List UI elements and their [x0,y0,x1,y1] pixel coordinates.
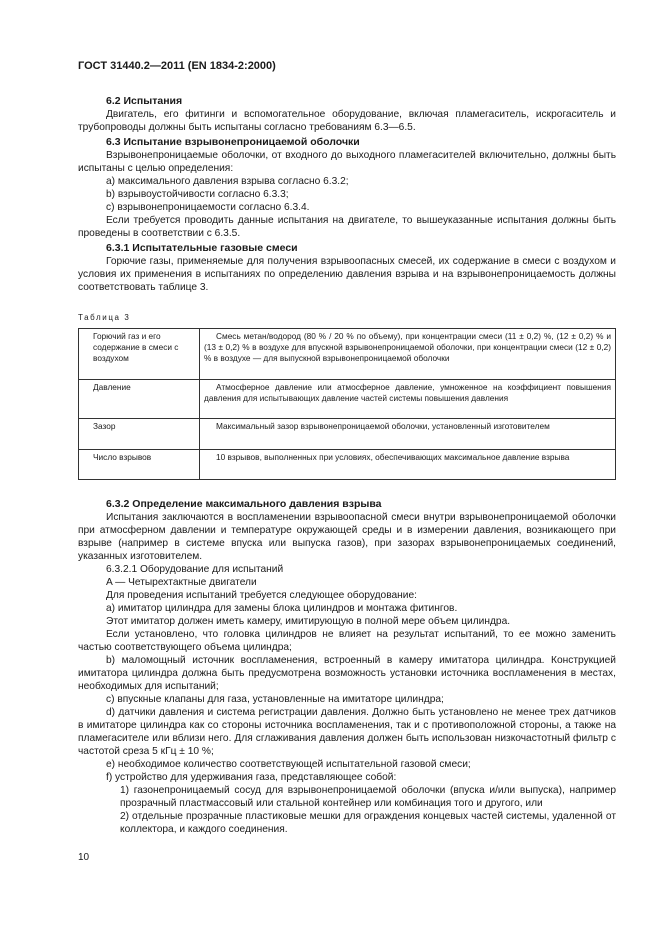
equipment-item-a-note: Этот имитатор должен иметь камеру, имитирующую в полной мере объем цилиндра. [106,616,511,627]
section-6-3-2-1-title: 6.3.2.1 Оборудование для испытаний [106,564,284,575]
table-cell-key: Зазор [79,419,200,450]
table-caption: Таблица 3 [78,313,131,322]
section-6-3-text-2: Если требуется проводить данные испытания на двигателе, то вышеуказанные испытания должны быть проведены в соответствии с 6.3.5. [78,215,616,239]
equipment-item-a-note-2: Если установлено, что головка цилиндров не влияет на результат испытаний, то ее можно заменить частью соответствующего объема цилиндра; [78,629,616,653]
table-cell-value: Максимальный зазор взрывонепроницаемой оболочки, установленный изготовителем [200,419,616,450]
equipment-item-d: d) датчики давления и система регистрации давления. Должно быть установлено не менее трех датчиков в имитаторе цилиндра как со стороны источника воспламенения, так и с противоположной стороны, а также на пламегасителе или вблизи него. Для сглаживания давления должен быть использован низкочастотный фильтр с частотой среза 5 кГц ± 10 %; [78,707,616,757]
table-3 [78,328,616,480]
document-header: ГОСТ 31440.2—2011 (EN 1834-2:2000) [78,60,276,72]
equipment-item-f-1: 1) газонепроницаемый сосуд для взрывонепроницаемой оболочки (впуска и/или выпуска), например прозрачный пластмассовый или стальной контейнер или комбинация того и другого, или [120,785,616,809]
section-6-3-text: Взрывонепроницаемые оболочки, от входного до выходного пламегасителей включительно, должны быть испытаны с целью определения: [78,150,616,174]
table-cell-key: Давление [79,380,200,419]
table-row [79,380,616,419]
section-6-2-text: Двигатель, его фитинги и вспомогательное оборудование, включая пламегаситель, искрогаситель и трубопроводы должны быть испытаны согласно требованиям 6.3—6.5. [78,109,616,133]
table-cell-key: Число взрывов [79,450,200,480]
table-row [79,450,616,480]
equipment-item-f: f) устройство для удерживания газа, представляющее собой: [106,772,397,783]
list-item-c: c) взрывонепроницаемости согласно 6.3.4. [106,202,310,213]
section-6-2-title: 6.2 Испытания [106,95,183,107]
list-item-a: a) максимального давления взрыва согласно 6.3.2; [106,176,349,187]
section-6-3-2-title: 6.3.2 Определение максимального давления взрыва [106,498,382,510]
equipment-item-a: a) имитатор цилиндра для замены блока цилиндров и монтажа фитингов. [106,603,458,614]
equipment-item-f-2: 2) отдельные прозрачные пластиковые мешки для ограждения концевых частей системы, удаленной от коллектора, и каждого соединения. [120,811,616,835]
document-page [78,60,616,836]
equipment-item-c: c) впускные клапаны для газа, установленные на имитаторе цилиндра; [106,694,444,705]
table-cell-value: 10 взрывов, выполненных при условиях, обеспечивающих максимальное давление взрыва [200,450,616,480]
table-row [79,329,616,380]
list-item-b: b) взрывоустойчивости согласно 6.3.3; [106,189,289,200]
table-cell-value: Смесь метан/водород (80 % / 20 % по объему), при концентрации смеси (11 ± 0,2) %, (12 ± 0,2) % и (13 ± 0,2) % в воздухе для впускной взрывонепроницаемой оболочки, при концентрации смеси (12 ± 0,2) % в воздухе — для выпускной взрывонепроницаемой оболочки [200,329,616,380]
section-6-3-2-text: Испытания заключаются в воспламенении взрывоопасной смеси внутри взрывонепроницаемой оболочки при атмосферном давлении и температуре окружающей среды и в измерении давления, возникающего при взрыве (например в системе впуска или выпуска газов), при зазорах взрывонепроницаемых соединений, указанных изготовителем. [78,512,616,562]
section-6-3-1-text: Горючие газы, применяемые для получения взрывоопасных смесей, их содержание в смеси с воздухом и условия их применения в испытаниях по определению давления взрыва и на взрывонепроницаемость должны соответствовать таблице 3. [78,256,616,293]
subsection-a-title: A — Четырехтактные двигатели [106,577,257,588]
equipment-item-e: e) необходимое количество соответствующей испытательной газовой смеси; [106,759,471,770]
section-6-3-1-title: 6.3.1 Испытательные газовые смеси [106,242,298,254]
section-6-3-title: 6.3 Испытание взрывонепроницаемой оболочки [106,136,360,148]
table-cell-key: Горючий газ и его содержание в смеси с воздухом [79,329,200,380]
table-cell-value: Атмосферное давление или атмосферное давление, умноженное на коэффициент повышения давления для испытывающих давление частей системы повышения давления [200,380,616,419]
table-row [79,419,616,450]
page-number: 10 [78,852,90,863]
equipment-intro: Для проведения испытаний требуется следующее оборудование: [106,590,417,601]
equipment-item-b: b) маломощный источник воспламенения, встроенный в камеру имитатора цилиндра. Конструкцией имитатора цилиндра должна быть предусмотрена возможность установки источника воспламенения в местах, необходимых для испытаний; [78,655,616,692]
